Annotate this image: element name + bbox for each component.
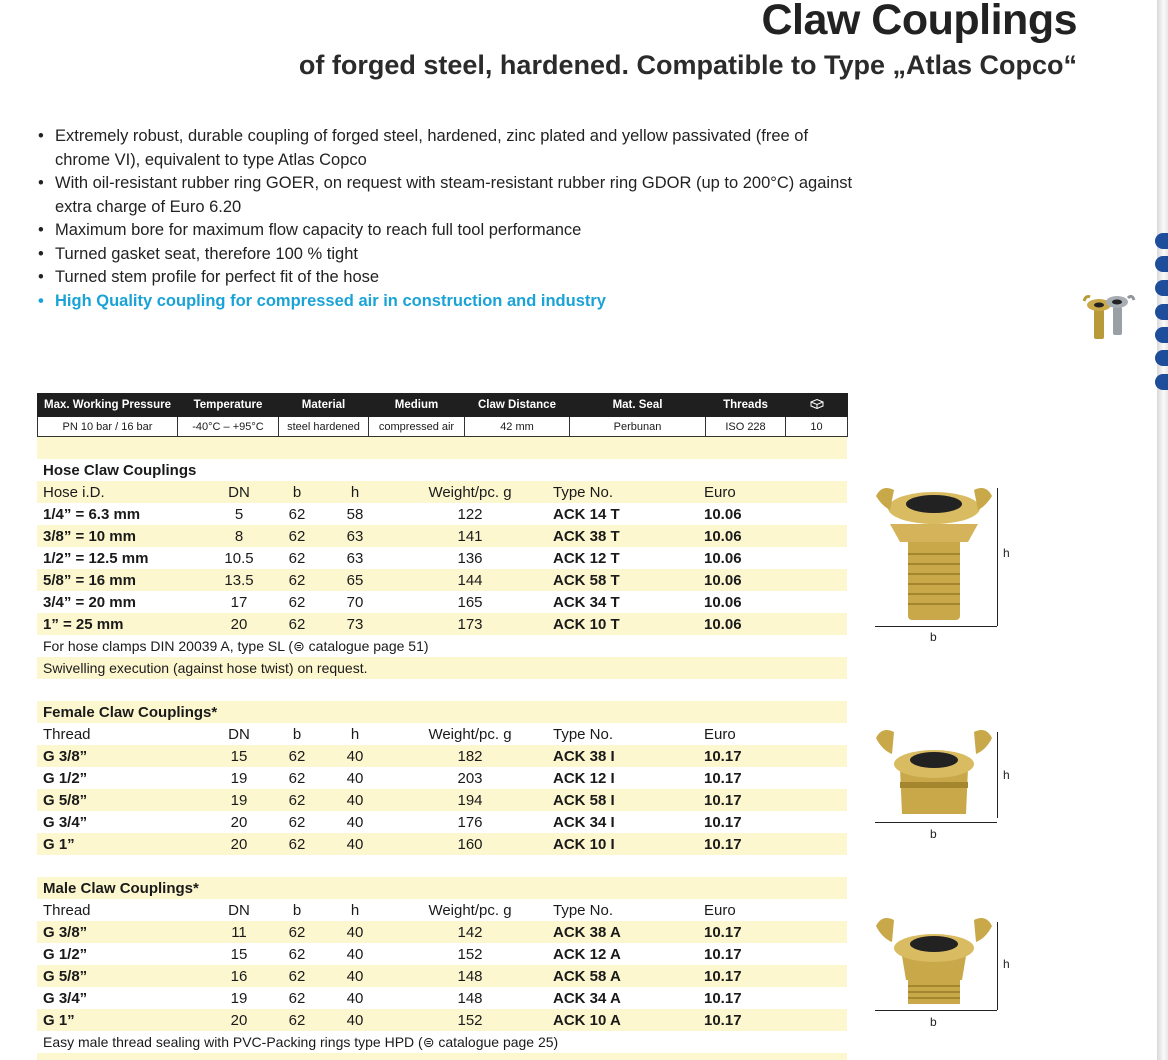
table-cell: 8 (207, 525, 271, 547)
table-cell: 58 (323, 503, 387, 525)
table-cell: 15 (207, 745, 271, 767)
female-table (37, 701, 847, 855)
spec-band (37, 437, 847, 459)
col-header: DN (207, 481, 271, 503)
table-cell: 20 (207, 1009, 271, 1031)
table-cell: 70 (323, 591, 387, 613)
table-cell: ACK 34 A (553, 987, 673, 1009)
table-cell: 10.17 (673, 811, 847, 833)
table-cell: G 5/8” (37, 965, 207, 987)
table-cell: 10.5 (207, 547, 271, 569)
table-cell: 62 (271, 547, 323, 569)
table-cell: 148 (387, 965, 553, 987)
dim-b-line (875, 1010, 997, 1011)
table-cell: 65 (323, 569, 387, 591)
dim-h-label: h (1003, 957, 1010, 971)
table-cell: G 1/2” (37, 767, 207, 789)
dim-b-line (875, 626, 997, 627)
table-cell: G 3/8” (37, 745, 207, 767)
hose-table (37, 459, 847, 679)
table-cell: G 3/4” (37, 811, 207, 833)
table-cell: 152 (387, 1009, 553, 1031)
table-cell: 160 (387, 833, 553, 855)
table-cell: 10.17 (673, 921, 847, 943)
table-cell: ACK 38 A (553, 921, 673, 943)
spec-table (37, 393, 848, 437)
table-cell: ACK 12 I (553, 767, 673, 789)
spec-header: Material (279, 394, 369, 417)
col-header: Euro (673, 723, 847, 745)
table-cell: 152 (387, 943, 553, 965)
table-cell: 10.06 (673, 503, 847, 525)
col-header: DN (207, 723, 271, 745)
table-cell: 40 (323, 965, 387, 987)
feature-item-highlight: • High Quality coupling for compressed air in construction and industry (36, 290, 856, 314)
spec-value: ISO 228 (706, 417, 786, 437)
tab-dot[interactable] (1155, 233, 1168, 249)
tab-dot[interactable] (1155, 374, 1168, 390)
table-cell: 1/4” = 6.3 mm (37, 503, 207, 525)
spec-header: Claw Distance (465, 394, 570, 417)
table-cell: 176 (387, 811, 553, 833)
table-cell: 194 (387, 789, 553, 811)
table-cell: ACK 10 A (553, 1009, 673, 1031)
spec-header: Max. Working Pressure (38, 394, 178, 417)
table-cell: 62 (271, 613, 323, 635)
table-cell: 20 (207, 613, 271, 635)
col-header: b (271, 723, 323, 745)
spec-value: 42 mm (465, 417, 570, 437)
tab-dot[interactable] (1155, 304, 1168, 320)
table-cell: 40 (323, 1009, 387, 1031)
table-cell: 10.17 (673, 789, 847, 811)
table-cell: 148 (387, 987, 553, 1009)
hose-coupling-image (872, 484, 996, 629)
table-cell: 10.06 (673, 525, 847, 547)
col-header: Weight/pc. g (387, 899, 553, 921)
table-cell: 16 (207, 965, 271, 987)
col-header: Weight/pc. g (387, 723, 553, 745)
table-cell: 3/8” = 10 mm (37, 525, 207, 547)
table-cell: 62 (271, 767, 323, 789)
spec-header-icon (786, 394, 848, 417)
table-cell: 5/8” = 16 mm (37, 569, 207, 591)
table-cell: 20 (207, 811, 271, 833)
tab-dot[interactable] (1155, 327, 1168, 343)
table-cell: 10.06 (673, 569, 847, 591)
spec-value: -40°C – +95°C (178, 417, 279, 437)
table-cell: 10.17 (673, 965, 847, 987)
page-subtitle: of forged steel, hardened. Compatible to Type „Atlas Copco“ (298, 50, 1077, 80)
table-cell: G 1” (37, 1009, 207, 1031)
col-header: h (323, 481, 387, 503)
col-header: DN (207, 899, 271, 921)
table-cell: 40 (323, 987, 387, 1009)
table-cell: 40 (323, 921, 387, 943)
table-cell: 10.17 (673, 1009, 847, 1031)
table-cell: 17 (207, 591, 271, 613)
table-cell: 15 (207, 943, 271, 965)
table-cell: 62 (271, 1009, 323, 1031)
section-title: Hose Claw Couplings (37, 459, 847, 481)
table-note: Easy male thread sealing with PVC-Packing rings type HPD (⊜ catalogue page 25) (37, 1031, 847, 1053)
spec-header: Threads (706, 394, 786, 417)
table-cell: 40 (323, 789, 387, 811)
col-header: Euro (673, 481, 847, 503)
table-cell: 1” = 25 mm (37, 613, 207, 635)
table-cell: 19 (207, 987, 271, 1009)
table-cell: 182 (387, 745, 553, 767)
dim-b-label: b (930, 630, 937, 644)
table-cell: 5 (207, 503, 271, 525)
table-cell: 40 (323, 745, 387, 767)
spec-header: Medium (369, 394, 465, 417)
table-cell: 19 (207, 789, 271, 811)
dim-h-line (997, 488, 998, 626)
table-cell: 136 (387, 547, 553, 569)
col-header: b (271, 481, 323, 503)
table-cell: 10.17 (673, 943, 847, 965)
col-header: Type No. (553, 481, 673, 503)
table-cell: 122 (387, 503, 553, 525)
col-header: Thread (37, 723, 207, 745)
table-cell: 62 (271, 833, 323, 855)
spec-value: PN 10 bar / 16 bar (38, 417, 178, 437)
table-note: For hose clamps DIN 20039 A, type SL (⊜ catalogue page 51) (37, 635, 847, 657)
spec-header: Mat. Seal (570, 394, 706, 417)
feature-item: • Maximum bore for maximum flow capacity to reach full tool performance (36, 219, 856, 243)
tab-dot[interactable] (1155, 256, 1168, 272)
table-cell: 62 (271, 965, 323, 987)
dim-b-line (875, 822, 997, 823)
female-coupling-image (872, 728, 996, 825)
table-cell: 73 (323, 613, 387, 635)
table-cell: 40 (323, 811, 387, 833)
spec-value: 10 (786, 417, 848, 437)
table-cell: 144 (387, 569, 553, 591)
table-cell: 3/4” = 20 mm (37, 591, 207, 613)
table-cell: G 3/8” (37, 921, 207, 943)
table-cell: 40 (323, 767, 387, 789)
dim-h-label: h (1003, 768, 1010, 782)
table-cell: ACK 34 I (553, 811, 673, 833)
table-cell: 173 (387, 613, 553, 635)
section-title: Male Claw Couplings* (37, 877, 847, 899)
table-cell: 62 (271, 525, 323, 547)
spec-value: Perbunan (570, 417, 706, 437)
table-cell: 10.06 (673, 547, 847, 569)
table-cell: 10.17 (673, 767, 847, 789)
table-cell: 10.17 (673, 745, 847, 767)
table-cell: 10.17 (673, 987, 847, 1009)
table-cell: G 5/8” (37, 789, 207, 811)
col-header: Weight/pc. g (387, 481, 553, 503)
table-cell: ACK 12 A (553, 943, 673, 965)
section-band (37, 1053, 847, 1060)
col-header: Type No. (553, 723, 673, 745)
table-cell: ACK 34 T (553, 591, 673, 613)
page-edge (1157, 0, 1168, 1060)
table-cell: 62 (271, 987, 323, 1009)
col-header: Euro (673, 899, 847, 921)
male-table (37, 877, 847, 1053)
table-cell: 62 (271, 591, 323, 613)
table-cell: 165 (387, 591, 553, 613)
tab-dot[interactable] (1155, 350, 1168, 366)
male-coupling-image (872, 918, 996, 1013)
spec-value: steel hardened (279, 417, 369, 437)
table-cell: ACK 58 T (553, 569, 673, 591)
table-cell: ACK 10 I (553, 833, 673, 855)
tab-dot[interactable] (1155, 280, 1168, 296)
table-cell: 141 (387, 525, 553, 547)
dim-h-label: h (1003, 546, 1010, 560)
col-header: Hose i.D. (37, 481, 207, 503)
col-header: h (323, 723, 387, 745)
col-header: Thread (37, 899, 207, 921)
table-cell: 142 (387, 921, 553, 943)
table-cell: 62 (271, 943, 323, 965)
table-cell: G 3/4” (37, 987, 207, 1009)
table-cell: ACK 10 T (553, 613, 673, 635)
table-cell: 10.06 (673, 613, 847, 635)
table-cell: 40 (323, 943, 387, 965)
feature-item: • With oil-resistant rubber ring GOER, on request with steam-resistant rubber ring GDOR (up to 200°C) against extra charge of Euro 6.20 (36, 172, 856, 219)
product-thumbnail (1080, 289, 1136, 350)
feature-list (36, 125, 856, 313)
table-cell: ACK 58 A (553, 965, 673, 987)
table-cell: 203 (387, 767, 553, 789)
table-cell: 62 (271, 503, 323, 525)
table-cell: ACK 14 T (553, 503, 673, 525)
table-cell: 62 (271, 921, 323, 943)
table-cell: ACK 58 I (553, 789, 673, 811)
box-icon (810, 399, 824, 409)
table-cell: 62 (271, 789, 323, 811)
table-cell: 62 (271, 569, 323, 591)
table-cell: 13.5 (207, 569, 271, 591)
table-cell: 10.06 (673, 591, 847, 613)
dim-h-line (997, 732, 998, 818)
dim-b-label: b (930, 827, 937, 841)
feature-item: • Turned stem profile for perfect fit of the hose (36, 266, 856, 290)
table-cell: G 1” (37, 833, 207, 855)
table-cell: 63 (323, 547, 387, 569)
table-cell: 20 (207, 833, 271, 855)
section-title: Female Claw Couplings* (37, 701, 847, 723)
dim-b-label: b (930, 1015, 937, 1029)
table-cell: 1/2” = 12.5 mm (37, 547, 207, 569)
page-title: Claw Couplings (761, 0, 1077, 44)
table-cell: ACK 12 T (553, 547, 673, 569)
col-header: b (271, 899, 323, 921)
col-header: h (323, 899, 387, 921)
table-cell: 62 (271, 745, 323, 767)
table-cell: 62 (271, 811, 323, 833)
col-header: Type No. (553, 899, 673, 921)
table-cell: 19 (207, 767, 271, 789)
table-cell: ACK 38 T (553, 525, 673, 547)
table-cell: G 1/2” (37, 943, 207, 965)
dim-h-line (997, 922, 998, 1010)
table-note: Swivelling execution (against hose twist) on request. (37, 657, 847, 679)
spec-value: compressed air (369, 417, 465, 437)
table-cell: 11 (207, 921, 271, 943)
table-cell: 63 (323, 525, 387, 547)
feature-item: • Extremely robust, durable coupling of forged steel, hardened, zinc plated and yellow passivated (free of chrome VI), equivalent to type Atlas Copco (36, 125, 856, 172)
feature-item: • Turned gasket seat, therefore 100 % tight (36, 243, 856, 267)
spec-header: Temperature (178, 394, 279, 417)
table-cell: 40 (323, 833, 387, 855)
table-cell: ACK 38 I (553, 745, 673, 767)
table-cell: 10.17 (673, 833, 847, 855)
